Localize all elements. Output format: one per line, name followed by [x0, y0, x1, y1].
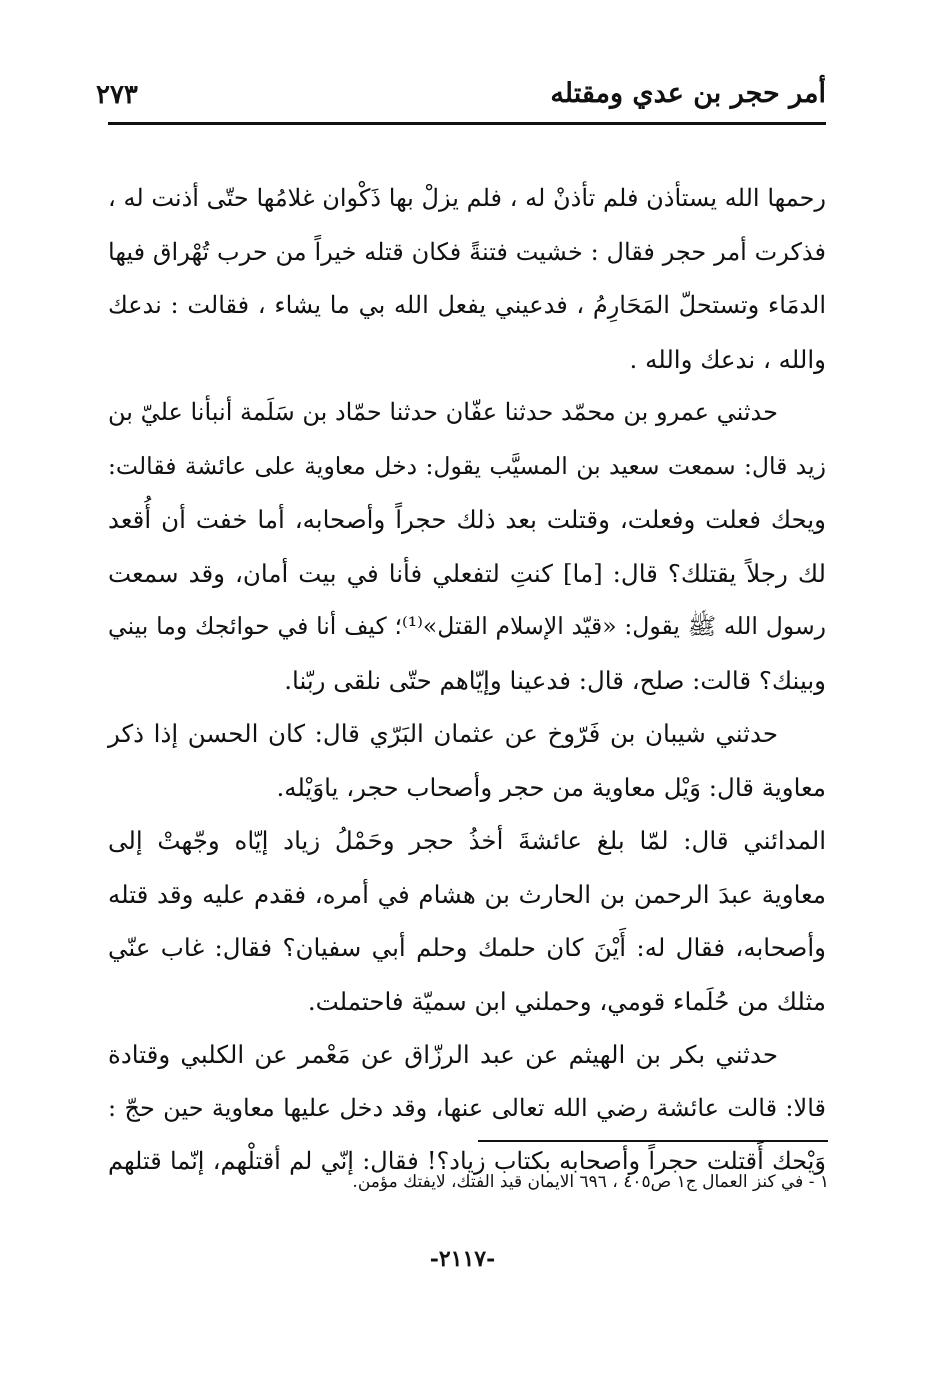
text-line: وأصحابه، فقال له: أَيْنَ كان حلمك وحلم أبي سفيان؟ فقال: غاب عنّي — [108, 933, 826, 962]
page-number-top: ٢٧٣ — [96, 80, 138, 110]
paragraph-start-line: حدثني بكر بن الهيثم عن عبد الرزّاق عن مَعْمر عن الكلبي وقتادة — [108, 1040, 778, 1069]
text-line: زيد قال: سمعت سعيد بن المسيَّب يقول: دخل معاوية على عائشة فقالت: — [108, 451, 826, 480]
text-line: قالا: قالت عائشة رضي الله تعالى عنها، وقد دخل عليها معاوية حين حجّ : — [108, 1093, 826, 1122]
text-line: مثلك من حُلَماء قومي، وحملني ابن سميّة فاحتملت. — [307, 986, 826, 1016]
body-text — [108, 172, 826, 1189]
text-line: فذكرت أمر حجر فقال : خشيت فتنةً فكان قتله خيراً من حرب تُهْراق فيها — [108, 237, 826, 266]
footnote-rule — [478, 1140, 828, 1142]
text-line: معاوية عبدَ الرحمن بن الحارث بن هشام في أمره، فقدم عليه وقد قتله — [108, 879, 826, 909]
text-line: رسول الله ﷺ يقول: «قيّد الإسلام القتل»⁽¹⁾؛ كيف أنا في حوائجك وما بيني — [108, 612, 826, 640]
text-line: وبينك؟ قالت: صلح، قال: فدعينا وإيّاهم حتّى نلقى ربّنا. — [284, 665, 826, 695]
paragraph-start-line: المدائني قال: لمّا بلغ عائشةَ أخذُ حجر وحَمْلُ زياد إيّاه وجّهتْ إلى — [108, 826, 826, 855]
text-line: لك رجلاً يقتلك؟ قال: [ما] كنتِ لتفعلي فأنا في بيت أمان، وقد سمعت — [108, 558, 826, 588]
paragraph-start-line: حدثني عمرو بن محمّد حدثنا عفّان حدثنا حمّاد بن سَلَمة أنبأنا عليّ بن — [107, 398, 778, 426]
text-line: والله ، ندعك والله . — [629, 344, 826, 374]
text-line: معاوية قال: وَيْل معاوية من حجر وأصحاب حجر، ياوَيْله. — [276, 772, 826, 802]
running-title: أمر حجر بن عدي ومقتله — [550, 78, 826, 109]
text-line: رحمها الله يستأذن فلم تأذنْ له ، فلم يزلْ بها ذَكْوان غلامُها حتّى أذنت له ، — [108, 184, 826, 212]
text-line: وَيْحك أَقتلت حجراً وأصحابه بكتاب زياد؟! فقال: إنّي لم أقتلْهم، إنّما قتلهم — [108, 1147, 827, 1175]
text-line: ويحك فعلت وفعلت، وقتلت بعد ذلك حجراً وأصحابه، أما خفت أن أُقعد — [108, 505, 826, 534]
page-header — [96, 72, 826, 124]
text-line: الدمَاء وتستحلّ المَحَارِمُ ، فدعيني يفعل الله بي ما يشاء ، فقالت : ندعك — [108, 291, 826, 319]
page-number-bottom: -٢١١٧- — [429, 1246, 496, 1272]
header-rule — [108, 122, 826, 125]
footnote: ١ - في كنز العمال ج١ ص٤٠٥ ، ٦٩٦ الايمان قيد الفتك، لايفتك مؤمن. — [352, 1172, 829, 1192]
paragraph-start-line: حدثني شيبان بن فَرّوخ عن عثمان البَرّي قال: كان الحسن إذا ذكر — [108, 719, 778, 748]
